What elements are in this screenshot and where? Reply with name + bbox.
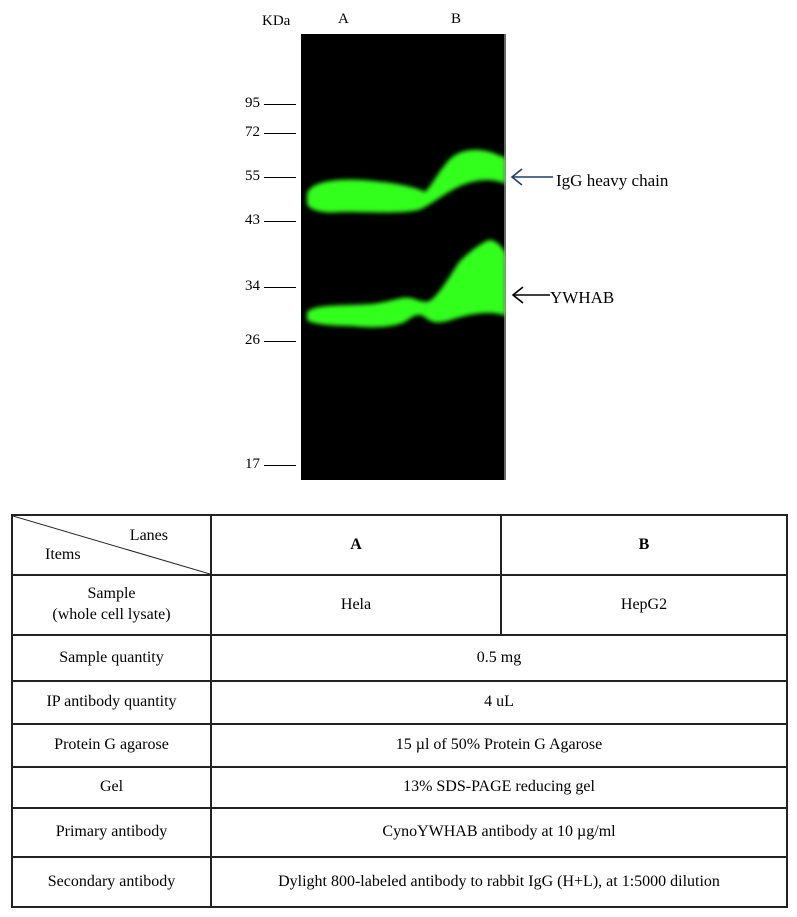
row-value: Dylight 800-labeled antibody to rabbit IgG (H+L), at 1:5000 dilution [211, 857, 787, 907]
header-lane-b: B [501, 515, 787, 575]
ywhab-annotation: YWHAB [550, 288, 615, 307]
igg-arrow-icon [508, 166, 554, 188]
marker-tick-55 [264, 177, 296, 178]
marker-label-55: 55 [245, 168, 260, 184]
header-items-label: Items [45, 546, 81, 564]
unit-label: KDa [262, 13, 291, 29]
row-sample-lane-a: Hela [211, 575, 501, 635]
row-item-label: Sample quantity [12, 635, 211, 681]
table-row [12, 635, 787, 681]
row-value: 0.5 mg [211, 635, 787, 681]
row-sample-lane-b: HepG2 [501, 575, 787, 635]
experiment-conditions-table [11, 514, 788, 908]
marker-label-95: 95 [245, 95, 260, 111]
marker-tick-95 [264, 104, 296, 105]
marker-tick-72 [264, 133, 296, 134]
row-item-label: Gel [12, 767, 211, 808]
header-corner-cell [12, 515, 211, 575]
row-value: 15 µl of 50% Protein G Agarose [211, 724, 787, 767]
header-lanes-label: Lanes [129, 527, 168, 544]
marker-tick-43 [264, 221, 296, 222]
row-item-label: Secondary antibody [12, 857, 211, 907]
row-item-sample [12, 575, 211, 635]
western-blot-image [301, 34, 506, 480]
row-value: 4 uL [211, 681, 787, 724]
table-header-row [12, 515, 787, 575]
marker-tick-26 [264, 341, 296, 342]
marker-label-26: 26 [245, 332, 260, 348]
row-value: CynoYWHAB antibody at 10 µg/ml [211, 808, 787, 857]
lane-label-b: B [451, 11, 462, 27]
row-item-sample-line2: (whole cell lysate) [52, 606, 171, 623]
diagonal-divider [13, 516, 210, 574]
marker-label-34: 34 [245, 278, 260, 294]
marker-label-72: 72 [245, 124, 260, 140]
table-row [12, 857, 787, 907]
table-row [12, 724, 787, 767]
row-item-label: Protein G agarose [12, 724, 211, 767]
marker-tick-17 [264, 465, 296, 466]
table-row [12, 767, 787, 808]
lane-label-a: A [338, 11, 349, 27]
marker-label-17: 17 [245, 456, 260, 472]
igg-heavy-chain-annotation: IgG heavy chain [556, 171, 669, 190]
header-lane-a: A [211, 515, 501, 575]
marker-tick-34 [264, 287, 296, 288]
ywhab-arrow-icon [510, 284, 550, 306]
row-item-label: IP antibody quantity [12, 681, 211, 724]
row-item-sample-line1: Sample [87, 585, 136, 603]
table-row [12, 681, 787, 724]
row-item-label: Primary antibody [12, 808, 211, 857]
marker-label-43: 43 [245, 212, 260, 228]
row-value: 13% SDS-PAGE reducing gel [211, 767, 787, 808]
table-row [12, 808, 787, 857]
table-row [12, 575, 787, 635]
